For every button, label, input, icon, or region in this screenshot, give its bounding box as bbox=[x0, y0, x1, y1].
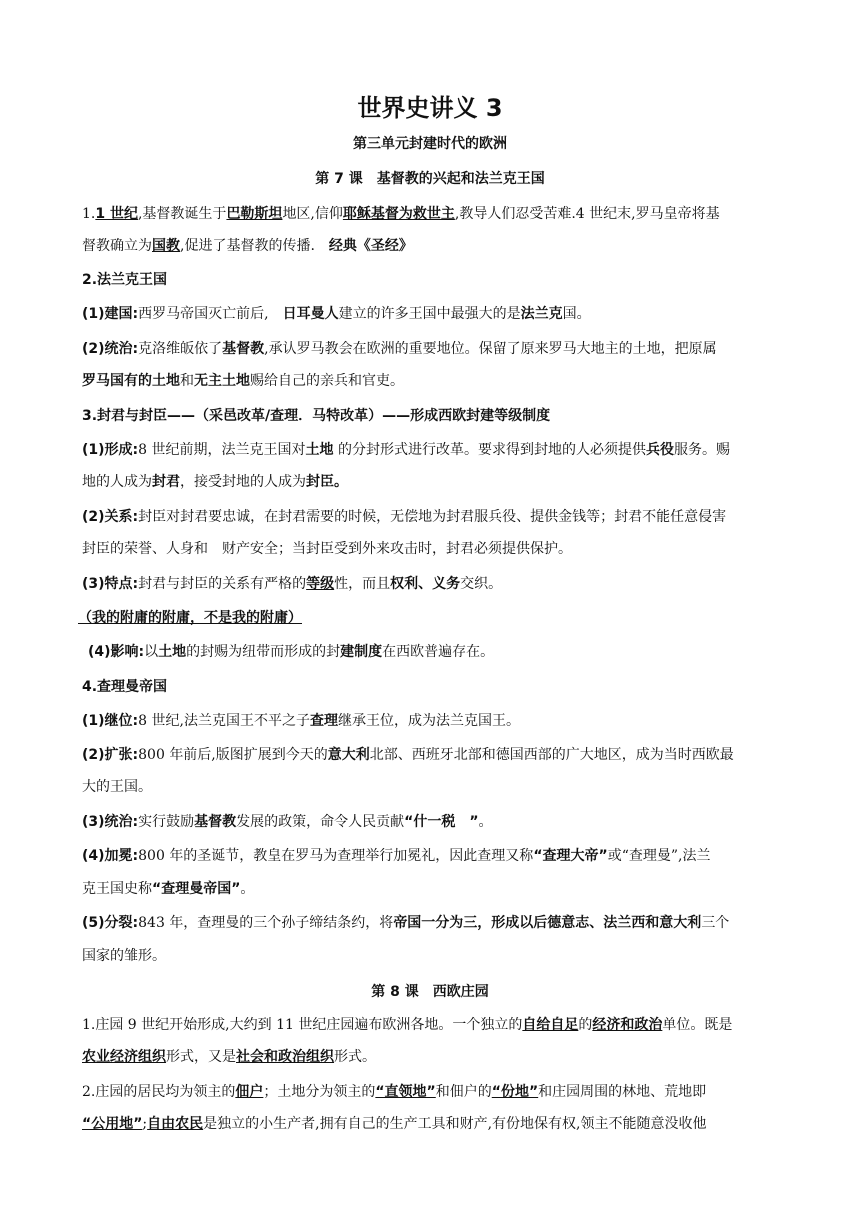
section-2-item-1 bbox=[82, 303, 782, 325]
text: 的分封形式进行改革。要求得到封地的人必须提供 bbox=[333, 442, 646, 458]
text: 北部、西班牙北部和德国西部的广大地区，成为当时西欧最 bbox=[369, 747, 734, 763]
section-4-item-5-line-2: 国家的雏形。 bbox=[82, 948, 166, 964]
section-3-item-4 bbox=[88, 641, 788, 663]
key-term: “查理大帝” bbox=[533, 848, 608, 864]
key-term: 1 世纪 bbox=[95, 206, 138, 222]
lesson-8-paragraph-2-line-1 bbox=[82, 1081, 782, 1103]
item-label: (2)扩张: bbox=[82, 747, 139, 763]
paragraph-1-line-2 bbox=[82, 235, 782, 257]
text: ,承认罗马教会在欧洲的重要地位。保留了原来罗马大地主的土地，把原属 bbox=[264, 341, 717, 357]
page-title: 世界史讲义 3 bbox=[357, 94, 503, 122]
lesson-8-title: 第 8 课 西欧庄园 bbox=[371, 984, 489, 1000]
key-term: 巴勒斯坦 bbox=[226, 206, 283, 222]
item-label: (1)形成: bbox=[82, 442, 139, 458]
item-label: (4)加冕: bbox=[82, 848, 139, 864]
key-term: 经济和政治 bbox=[592, 1017, 663, 1033]
text: ,促进了基督教的传播. bbox=[180, 238, 315, 254]
text: 地区,信仰 bbox=[282, 206, 343, 222]
section-4-item-2-line-2: 大的王国。 bbox=[82, 779, 152, 795]
text: 800 年前后,版图扩展到今天的 bbox=[138, 747, 328, 763]
item-label: (3)统治: bbox=[82, 814, 139, 830]
key-term: 社会和政治组织 bbox=[236, 1049, 334, 1065]
text: ；土地分为领主的 bbox=[263, 1084, 376, 1100]
item-label: (2)统治: bbox=[82, 341, 139, 357]
text: 和庄园周围的林地、荒地即 bbox=[538, 1084, 707, 1100]
section-3-note bbox=[78, 607, 778, 629]
lesson-8-paragraph-2-line-2 bbox=[82, 1113, 782, 1135]
text: 克洛维皈依了 bbox=[138, 341, 223, 357]
section-3-item-1-line-1 bbox=[82, 439, 782, 461]
key-term: 日耳曼人 bbox=[282, 306, 339, 322]
section-3-item-1-line-2 bbox=[82, 471, 782, 493]
item-label: (1)建国: bbox=[82, 306, 139, 322]
key-term: 罗马国有的土地 bbox=[82, 373, 180, 389]
key-term: 法兰克 bbox=[520, 306, 563, 322]
key-term: 佃户 bbox=[235, 1084, 264, 1100]
text: 克王国史称 bbox=[82, 881, 152, 897]
text: 的封赐为纽带而形成的封 bbox=[186, 644, 341, 660]
key-term: 土地 bbox=[305, 442, 334, 458]
lesson-8-paragraph-1-line-2 bbox=[82, 1046, 782, 1068]
paragraph-1-line-1 bbox=[82, 203, 782, 225]
text: 和佃户的 bbox=[435, 1084, 492, 1100]
text: ; bbox=[142, 1116, 148, 1132]
section-3-item-2-line-1 bbox=[82, 506, 782, 528]
text: 是独立的小生产者,拥有自己的生产工具和财产,有份地保有权,领主不能随意没收他 bbox=[203, 1116, 707, 1132]
text: 实行鼓励 bbox=[138, 814, 195, 830]
text: 封臣对封君要忠诚，在封君需要的时候，无偿地为封君服兵役、提供金钱等；封君不能任意侵害 bbox=[138, 509, 727, 525]
key-term: 等级 bbox=[306, 576, 335, 592]
text: 。 bbox=[478, 814, 493, 830]
text: 建立的许多王国中最强大的是 bbox=[338, 306, 521, 322]
text: ,基督教诞生于 bbox=[137, 206, 227, 222]
key-term: 自给自足 bbox=[522, 1017, 579, 1033]
section-2-item-2-line-1 bbox=[82, 338, 782, 360]
text: 督教确立为 bbox=[82, 238, 152, 254]
section-4-item-4-line-2 bbox=[82, 878, 782, 900]
text: 843 年，查理曼的三个孙子缔结条约，将 bbox=[138, 915, 394, 931]
text: 单位。既是 bbox=[662, 1017, 733, 1033]
section-4-item-5-line-1 bbox=[82, 912, 782, 934]
key-term: 权利、义务 bbox=[390, 576, 461, 592]
key-term: 封臣。 bbox=[306, 474, 348, 490]
text: 交织。 bbox=[460, 576, 503, 592]
key-term: “公用地” bbox=[82, 1116, 143, 1132]
key-term: 农业经济组织 bbox=[82, 1049, 166, 1065]
item-label: (5)分裂: bbox=[82, 915, 139, 931]
section-2-heading: 2.法兰克王国 bbox=[82, 272, 168, 288]
text: 地的人成为 bbox=[82, 474, 152, 490]
section-4-heading: 4.查理曼帝国 bbox=[82, 679, 168, 695]
text: 西罗马帝国灭亡前后, bbox=[138, 306, 283, 322]
key-term: “份地” bbox=[491, 1084, 539, 1100]
section-3-heading: 3.封君与封臣——（采邑改革/查理．马特改革）——形成西欧封建等级制度 bbox=[82, 408, 551, 424]
text: 的 bbox=[578, 1017, 593, 1033]
text: 或“查理曼”,法兰 bbox=[607, 848, 711, 864]
section-4-item-3 bbox=[82, 811, 782, 833]
text: 赐给自己的亲兵和官吏。 bbox=[250, 373, 404, 389]
key-term: 帝国一分为三，形成以后德意志、法兰西和意大利 bbox=[393, 915, 702, 931]
lesson-8-paragraph-1-line-1 bbox=[82, 1014, 782, 1036]
unit-title: 第三单元封建时代的欧洲 bbox=[353, 136, 507, 152]
key-term: 自由农民 bbox=[147, 1116, 204, 1132]
section-4-item-1 bbox=[82, 710, 782, 732]
key-term: 国教 bbox=[152, 238, 180, 254]
key-term: “查理曼帝国” bbox=[152, 881, 241, 897]
text: 三个 bbox=[701, 915, 730, 931]
text: 。 bbox=[240, 881, 255, 897]
text: 1.庄园 9 世纪开始形成,大约到 11 世纪庄园遍布欧洲各地。一个独立的 bbox=[82, 1017, 523, 1033]
section-2-item-2-line-2 bbox=[82, 370, 782, 392]
text: 以 bbox=[144, 644, 159, 660]
key-term: （我的附庸的附庸，不是我的附庸） bbox=[78, 610, 302, 626]
key-term: 兵役 bbox=[645, 442, 674, 458]
text: 800 年的圣诞节，教皇在罗马为查理举行加冕礼，因此查理又称 bbox=[138, 848, 534, 864]
item-label: (1)继位: bbox=[82, 713, 139, 729]
text: 1. bbox=[82, 206, 96, 222]
text: ，接受封地的人成为 bbox=[180, 474, 306, 490]
text: 继承王位，成为法兰克国王。 bbox=[337, 713, 520, 729]
key-term: 无主土地 bbox=[194, 373, 250, 389]
text: 服务。赐 bbox=[673, 442, 730, 458]
key-term: 耶稣基督为救世主 bbox=[342, 206, 455, 222]
key-term: 土地 bbox=[158, 644, 187, 660]
key-term: 经典《圣经》 bbox=[328, 238, 413, 254]
item-label: (2)关系: bbox=[82, 509, 139, 525]
key-term: “什一税 ” bbox=[404, 814, 479, 830]
key-term: 意大利 bbox=[327, 747, 370, 763]
text: 2.庄园的居民均为领主的 bbox=[82, 1084, 236, 1100]
text: ,教导人们忍受苦难.4 世纪末,罗马皇帝将基 bbox=[454, 206, 720, 222]
key-term: 建制度 bbox=[340, 644, 383, 660]
key-term: 封君 bbox=[152, 474, 180, 490]
text: 封君与封臣的关系有严格的 bbox=[138, 576, 307, 592]
key-term: “直领地” bbox=[375, 1084, 436, 1100]
text: 在西欧普遍存在。 bbox=[382, 644, 495, 660]
text: 性，而且 bbox=[334, 576, 391, 592]
section-4-item-4-line-1 bbox=[82, 845, 782, 867]
key-term: 查理 bbox=[309, 713, 338, 729]
text: 国。 bbox=[562, 306, 591, 322]
section-4-item-2-line-1 bbox=[82, 744, 782, 766]
text: 8 世纪前期，法兰克王国对 bbox=[138, 442, 306, 458]
text: 8 世纪,法兰克国王不平之子 bbox=[138, 713, 310, 729]
key-term: 基督教 bbox=[194, 814, 237, 830]
item-label: (3)特点: bbox=[82, 576, 139, 592]
text: 发展的政策，命令人民贡献 bbox=[236, 814, 405, 830]
text: 形式。 bbox=[334, 1049, 376, 1065]
key-term: 基督教 bbox=[222, 341, 265, 357]
section-3-item-3 bbox=[82, 573, 782, 595]
item-label: (4)影响: bbox=[88, 644, 145, 660]
lesson-7-title: 第 7 课 基督教的兴起和法兰克王国 bbox=[315, 171, 545, 187]
text: 和 bbox=[180, 373, 194, 389]
text: 形式，又是 bbox=[166, 1049, 236, 1065]
section-3-item-2-line-2: 封臣的荣誉、人身和 财产安全；当封臣受到外来攻击时，封君必须提供保护。 bbox=[82, 541, 572, 557]
